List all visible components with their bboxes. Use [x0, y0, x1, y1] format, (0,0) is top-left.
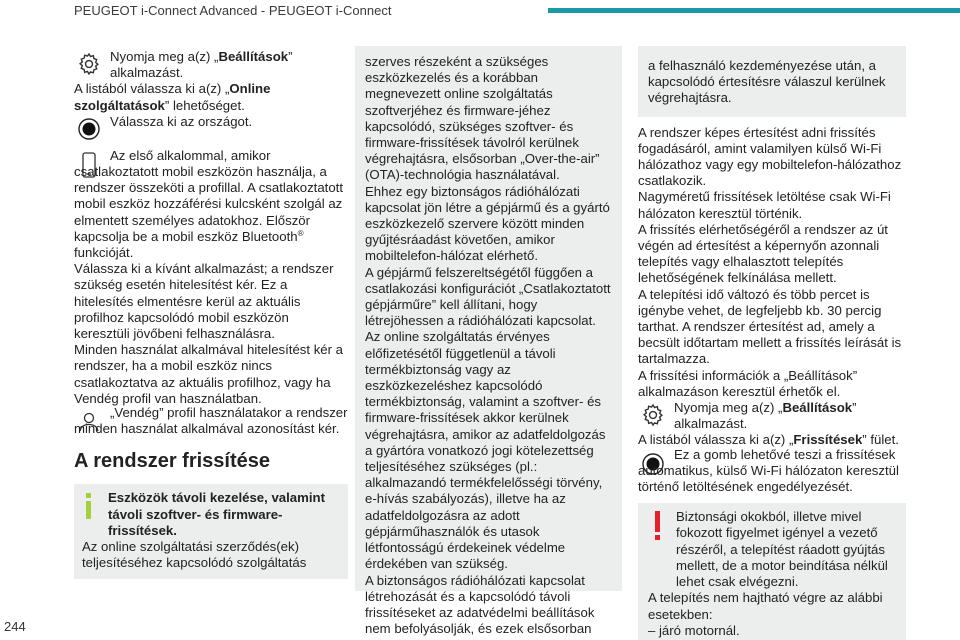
warning-item: – járó motornál. [648, 622, 740, 638]
radio-on-icon [74, 114, 104, 144]
warning-lead: Biztonsági okokból, illetve mivel fokozott figyelmet igényel a vezető részéről, a telepítést ráadott gyújtás mellett, de a motor beindítása nélkül lehet csak elvégezni. [676, 509, 888, 590]
col3-paragraph-1: A rendszer képes értesítést adni frissítés fogadásáról, amint valamilyen külső Wi-Fi hálózathoz vagy egy mobiltelefon-hálózathoz csatlakozik. [638, 124, 902, 189]
first-use-text: Az első alkalommal, amikor csatlakoztatott mobil eszközön használja, a rendszer összeköti a profillal. A csatlakoztatott mobil eszköz hozzáférési kulcsként szolgál az elmentett személyes adatokhoz. Először kapcsolja be a mobil eszköz Bluetooth® funkcióját. [74, 147, 344, 261]
updates-tab-step: A listából válassza ki a(z) „Frissítések” fület. [638, 432, 899, 448]
info-box [74, 484, 348, 579]
col2-paragraph-1: szerves részeként a szükséges eszközkezelés és a korábban megnevezett online szolgáltatás szoftverjéhez és firmware-jéhez kapcsolódó, szükséges szoftver- és firmware-frissítések távolról kerülnek végrehajtásra, elsősorban „Over-the-air” (OTA)-technológia használatával. [365, 54, 600, 183]
warning-box [638, 503, 906, 640]
every-use-text: Minden használat alkalmával hitelesítést kér a rendszer, ha a mobil eszköz nincs csatlakoztatva az aktuális profilhoz, vagy ha Vendég profil van használatban. [74, 342, 344, 406]
col3-box-top [638, 46, 906, 117]
warning-icon [655, 511, 660, 541]
guest-text: „Vendég” profil használatakor a rendszer minden használat alkalmával azonosítást kér. [74, 405, 348, 437]
column-3 [638, 49, 906, 640]
gear-icon [638, 400, 668, 430]
col3-paragraph-4: A telepítési idő változó és több percet is igénybe vehet, de legfeljebb kb. 30 percig tarthat. A rendszer értesítést ad, amely a becsült időtartam mellett a frissítés leírását is tartalmazza. [638, 286, 902, 367]
col2-paragraph-5: A biztonságos rádióhálózati kapcsolat létrehozását és a kapcsolódó távoli frissítéseket az adatvédelmi beállítások nem befolyásolják, és ezek elsősorban [365, 572, 595, 637]
col3-settings-step [638, 400, 906, 432]
choose-app-text: Válassza ki a kívánt alkalmazást; a rendszer szükség esetén hitelesítést kér. Ez a hitelesítés elmentésre kerül az aktuális profilhoz kapcsolódó mobil eszközön keresztüli jövőbeni felhasználásra. [74, 261, 334, 342]
col3-box-top-text: a felhasználó kezdeményezése után, a kapcsolódó értesítésre válaszul kerülnek végrehajtásra. [648, 58, 886, 106]
info-lead: Eszközök távoli kezelése, valamint távoli szoftver- és firmware-frissítések. [108, 490, 325, 538]
page-number: 244 [4, 619, 26, 634]
settings-step [74, 49, 348, 81]
country-step-text: Válassza ki az országot. [110, 113, 253, 129]
page-header-title: PEUGEOT i-Connect Advanced - PEUGEOT i-Connect [74, 3, 392, 18]
gear-icon [74, 49, 104, 79]
country-step [74, 114, 348, 144]
warning-body: A telepítés nem hajtható végre az alábbi esetekben: [648, 590, 883, 622]
auto-update-text: Ez a gomb lehetővé teszi a frissítések automatikus, külső Wi-Fi hálózaton keresztül történő letöltésének engedélyezését. [638, 446, 899, 495]
online-services-step: A listából válassza ki a(z) „Online szolgáltatások” lehetőséget. [74, 81, 271, 113]
info-body: Az online szolgáltatási szerződés(ek) teljesítéséhez kapcsolódó szolgáltatás [82, 539, 307, 571]
info-icon [86, 493, 91, 521]
column-1 [74, 49, 348, 579]
col2-paragraph-2: Ehhez egy biztonságos rádióhálózati kapcsolat jön létre a gépjármű és a gyártó eszközkezelő szervere között minden gyűjtésráadást követően, amikor mobiltelefon-hálózat elérhető. [365, 183, 610, 264]
col3-paragraph-3: A frissítés elérhetőségéről a rendszer az út végén ad értesítést a képernyőn azonnali telepítés vagy elhalasztott telepítés lehetőségének felkínálása mellett. [638, 221, 888, 286]
col3-paragraph-2: Nagyméretű frissítések letöltése csak Wi-Fi hálózaton keresztül történik. [638, 189, 891, 221]
column-2 [355, 46, 622, 637]
col2-paragraph-3: A gépjármű felszereltségétől függően a csatlakozási konfigurációt „Csatlakoztatott gépjárműre” kell állítani, hogy létrejöhessen a rádióhálózati kapcsolat. [365, 264, 611, 329]
col3-settings-step-text: Nyomja meg a(z) „Beállítások” alkalmazást. [674, 400, 857, 432]
col2-paragraph-4: Az online szolgáltatás érvényes előfizetésétől függetlenül a távoli termékbiztonság vagy az eszközkezeléshez kapcsolódó termékbiztonság, valamint a szoftver- és firmware-frissítések akkor kerülnek végrehajtásra, amikor az adatfeldolgozás a gyártóra vonatkozó jogi kötelezettség teljesítéséhez szükséges (pl.: alkalmazandó termékfelelősségi törvény, e-hívás szabályozás), illetve ha az adatfeldolgozásra az adott gépjárműhasználók és utasok létfontosságú érdekeinek védelme érdekében van szükség. [365, 329, 606, 572]
section-title: A rendszer frissítése [74, 450, 271, 473]
header-accent-bar [548, 8, 960, 13]
col3-paragraph-5: A frissítési információk a „Beállítások” alkalmazáson keresztül érhetők el. [638, 367, 858, 399]
settings-step-text: Nyomja meg a(z) „Beállítások” alkalmazást. [110, 49, 293, 81]
